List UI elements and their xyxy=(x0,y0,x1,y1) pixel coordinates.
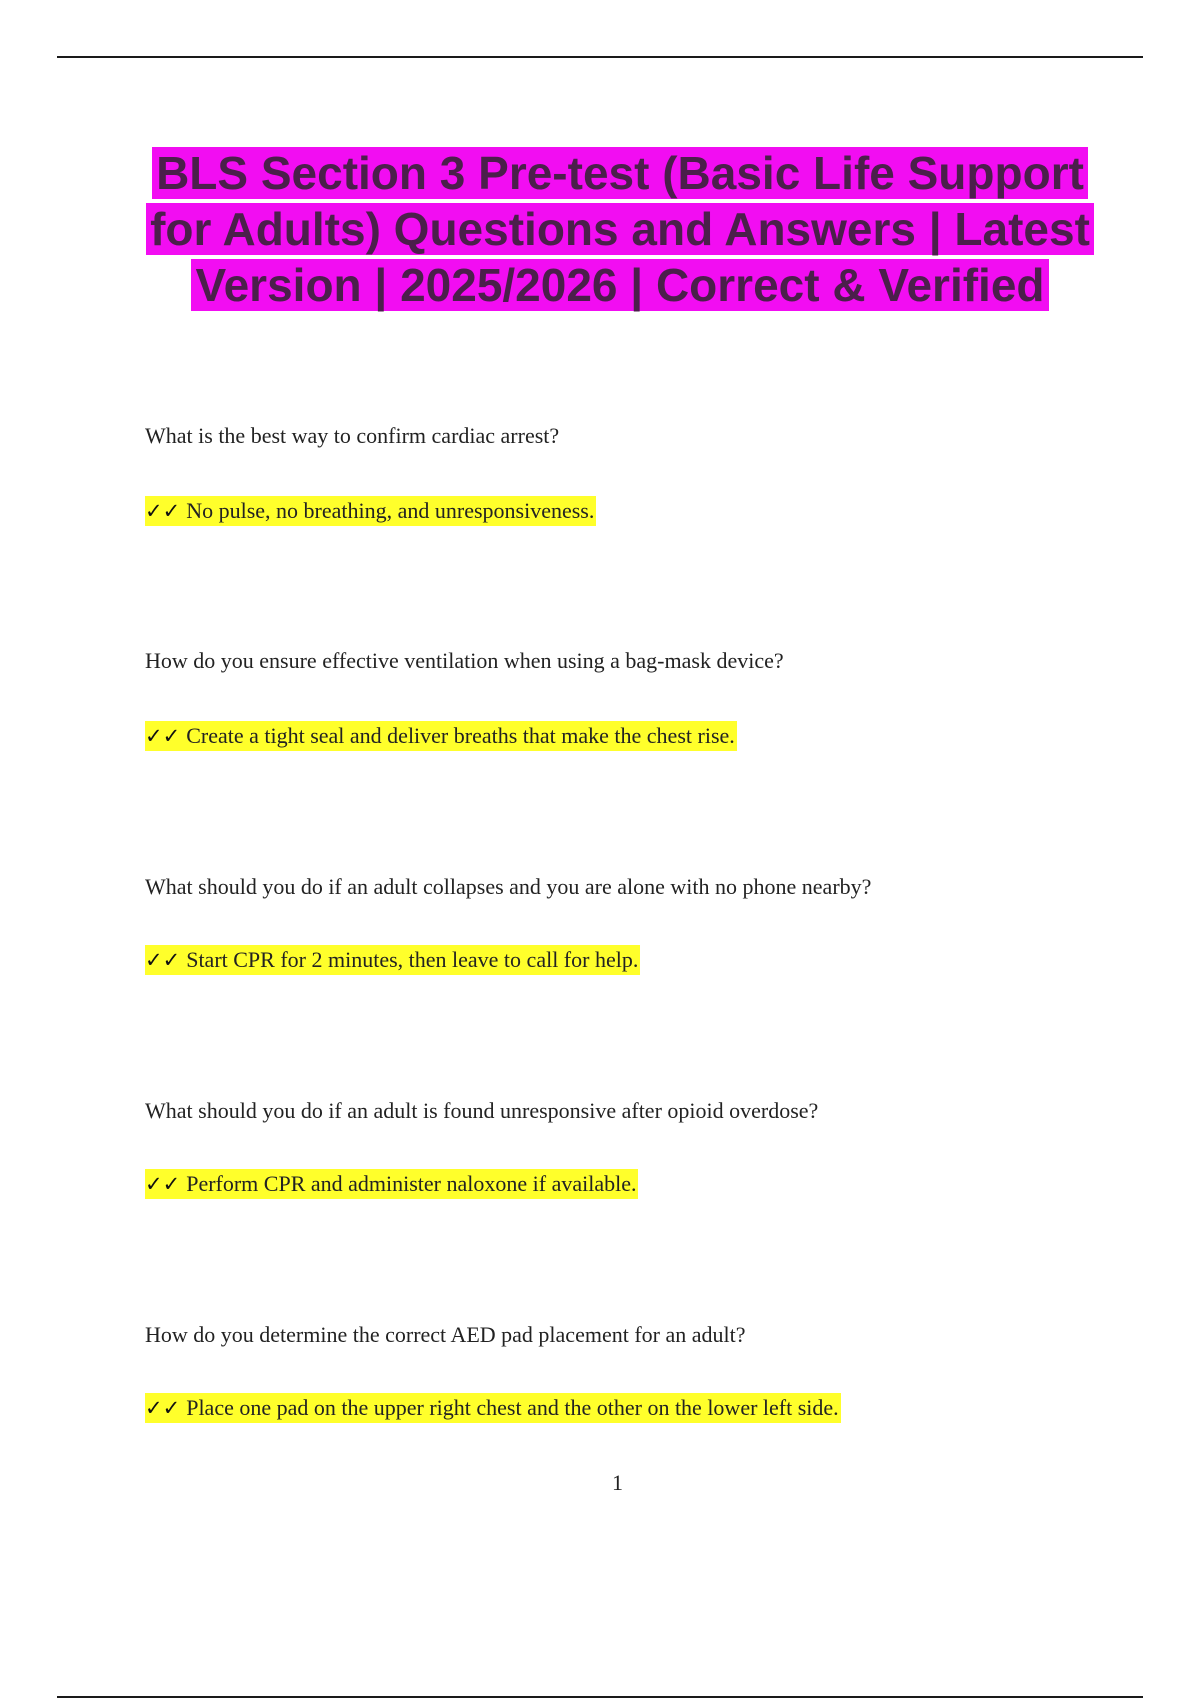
answer-highlight xyxy=(145,945,640,975)
answer-text: Create a tight seal and deliver breaths that make the chest rise. xyxy=(186,723,735,748)
double-check-icon: ✓✓ xyxy=(145,499,181,523)
qa-item-3 xyxy=(145,873,1105,972)
answer-line xyxy=(145,496,596,526)
answer-line xyxy=(145,945,640,975)
qa-item-2 xyxy=(145,647,1105,748)
double-check-icon: ✓✓ xyxy=(145,1396,181,1420)
answer-text: Perform CPR and administer naloxone if available. xyxy=(186,1171,637,1196)
bottom-rule xyxy=(57,1696,1143,1698)
qa-item-1 xyxy=(145,422,1105,523)
top-rule xyxy=(57,56,1143,58)
answer-line xyxy=(145,1169,638,1199)
question-text: What is the best way to confirm cardiac arrest? xyxy=(145,423,560,448)
qa-item-5 xyxy=(145,1321,1105,1420)
qa-item-4 xyxy=(145,1097,1105,1196)
answer-text: Place one pad on the upper right chest and the other on the lower left side. xyxy=(186,1395,839,1420)
answer-highlight xyxy=(145,1169,638,1199)
answer-line xyxy=(145,1393,841,1423)
answer-text: No pulse, no breathing, and unresponsiveness. xyxy=(186,498,595,523)
question-text: What should you do if an adult collapses and you are alone with no phone nearby? xyxy=(145,874,872,899)
double-check-icon: ✓✓ xyxy=(145,1172,181,1196)
double-check-icon: ✓✓ xyxy=(145,724,181,748)
document-title-text: BLS Section 3 Pre-test (Basic Life Support for Adults) Questions and Answers | Latest Version | 2025/2026 | Correct & Verified xyxy=(146,147,1094,311)
answer-text: Start CPR for 2 minutes, then leave to call for help. xyxy=(186,947,639,972)
answer-line xyxy=(145,721,737,751)
answer-highlight xyxy=(145,721,737,751)
question-text: How do you determine the correct AED pad placement for an adult? xyxy=(145,1322,746,1347)
answer-highlight xyxy=(145,496,596,526)
question-text: What should you do if an adult is found unresponsive after opioid overdose? xyxy=(145,1098,819,1123)
answer-highlight xyxy=(145,1393,841,1423)
document-title xyxy=(140,145,1100,313)
question-text: How do you ensure effective ventilation when using a bag-mask device? xyxy=(145,648,784,673)
double-check-icon: ✓✓ xyxy=(145,948,181,972)
page-number: 1 xyxy=(612,1470,623,1495)
